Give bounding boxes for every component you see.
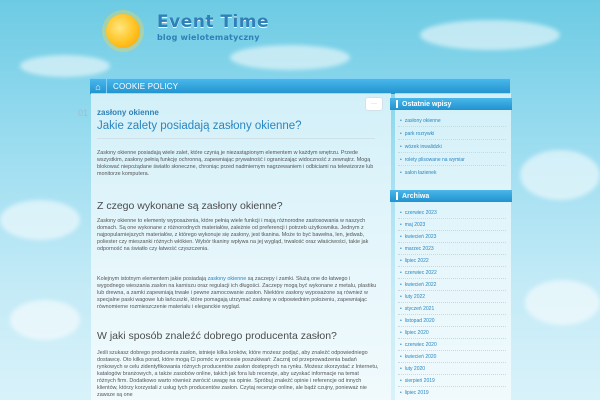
archive-link[interactable] [400, 246, 506, 252]
home-icon[interactable]: ⌂ [90, 79, 107, 94]
main-navigation [90, 78, 510, 94]
archive-label[interactable]: styczeń 2021 [404, 306, 435, 312]
list-separator [398, 139, 506, 140]
bullet-icon: • [400, 157, 402, 163]
archive-label[interactable]: sierpień 2019 [404, 378, 435, 384]
bullet-icon: • [400, 210, 402, 216]
archive-link[interactable] [400, 390, 506, 396]
archive-label[interactable]: kwiecień 2020 [404, 354, 437, 360]
list-separator [398, 266, 506, 267]
paragraph-text: Kolejnym istotnym elementem jakie posiadają [97, 276, 208, 282]
archive-link[interactable] [400, 330, 506, 336]
site-title[interactable]: Event Time [157, 12, 270, 32]
list-separator [398, 242, 506, 243]
inline-link[interactable]: zasłony okienne [207, 276, 247, 282]
bullet-icon: • [400, 222, 402, 228]
post-heading: W jaki sposób znaleźć dobrego producenta zasłon? [97, 330, 337, 342]
archive-label[interactable]: lipiec 2020 [404, 330, 429, 336]
list-separator [398, 338, 506, 339]
cloud [20, 55, 110, 77]
bullet-icon: • [400, 330, 402, 336]
recent-post-link[interactable] [400, 170, 506, 176]
recent-post-link[interactable] [400, 131, 506, 137]
bullet-icon: • [400, 390, 402, 396]
archive-link[interactable] [400, 342, 506, 348]
site-tagline: blog wielotematyczny [157, 33, 260, 42]
title-divider [97, 138, 375, 139]
archive-label[interactable]: luty 2020 [404, 366, 426, 372]
post-paragraph: Jeśli szukasz dobrego producenta zasłon, istnieje kilka kroków, które możesz podjąć, aby znaleźć odpowiedniego dostawcę. Oto kilka porad, które mogą Ci pomóc w procesie poszukiwań: Zacznij od przeprowadzenia badań rynkowych w celu zidentyfikowania różnych producentów zasłon dostępnych na rynku. Możesz skorzystać z Internetu, katalogów branżowych, a także zasobów online, takich jak fora lub recenzje, aby uzyskać informacje na temat różnych firm. Dodatkowo warto również zwrócić uwagę na opinie. Spróbuj znaleźć opinie i referencje od innych klientów, którzy korzystali z usług tych producentów zasłon. Czytaj recenzje online, ale bądź czujny, ponieważ nie zawsze są one [97, 350, 379, 398]
archive-label[interactable]: listopad 2020 [404, 318, 435, 324]
archive-link[interactable] [400, 378, 506, 384]
archive-label[interactable]: czerwiec 2022 [404, 270, 437, 276]
widget-archive-header [390, 190, 512, 202]
paragraph-text: są zaczepy i zamki. Służą one do łatwego i wygodnego wieszania zasłon na karniszu oraz regulacji ich długości. Zaczepy mogą być wykonane z metalu, plastiku lub drewna, a zamki zapewniają trwałe i pewne zamocowanie zasłon. Niektóre zasłony wyposażone są również w specjalne paski wagowe lub łańcuszki, które pomagają utrzymać zasłonę w odpowiednim położeniu, zapewniając równomierne rozmieszczenie materiału i eleganckie wygląd. [97, 276, 377, 310]
archive-label[interactable]: kwiecień 2023 [404, 234, 437, 240]
archive-label[interactable]: czerwiec 2023 [404, 210, 437, 216]
list-separator [398, 374, 506, 375]
post-paragraph: Zasłony okienne posiadają wiele zalet, które czynią je niezastąpionym elementem w każdym wnętrzu. Przede wszystkim, zasłony pełnią funkcję ochronną, zapewniając prywatność i ograniczając widoczność z zewnątrz. Mogą blokować niepożądane światło słoneczne, chroniąc przed nadmiernym nagrzewaniem i odbiciami na telewizorze lub monitorze komputera. [97, 150, 374, 177]
widget-title: Ostatnie wpisy [402, 100, 452, 108]
post-number: 01 [78, 108, 89, 118]
bullet-icon: • [400, 282, 402, 288]
bullet-icon: • [400, 131, 402, 137]
list-separator [398, 218, 506, 219]
bullet-icon: • [400, 306, 402, 312]
list-separator [398, 290, 506, 291]
archive-link[interactable] [400, 270, 506, 276]
recent-post-label[interactable]: rolety plisowane na wymiar [404, 157, 465, 163]
bullet-icon: • [400, 294, 402, 300]
bullet-icon: • [400, 170, 402, 176]
archive-link[interactable] [400, 234, 506, 240]
list-separator [398, 314, 506, 315]
archive-label[interactable]: czerwiec 2020 [404, 342, 437, 348]
list-separator [398, 230, 506, 231]
widget-bar-icon [396, 100, 398, 108]
post-paragraph: Zasłony okienne to elementy wyposażenia, które pełnią wiele funkcji i mają różnorodne zastosowania w naszych domach. Są one wykonane z różnorodnych materiałów, zależnie od preferencji i potrzeb użytkownika. Jednym z najpopularniejszych materiałów, z którego wykonuje się zasłony, jest tkanina. Może to być bawełna, len, jedwab, poliester czy mieszanki różnych włókien. Wybór tkaniny wpływa na jej wygląd, trwałość oraz właściwości, takie jak odporność na światło czy łatwość czyszczenia. [97, 218, 369, 252]
post-paragraph [97, 276, 379, 311]
archive-link[interactable] [400, 366, 506, 372]
bullet-icon: • [400, 258, 402, 264]
archive-label[interactable]: kwiecień 2022 [404, 282, 437, 288]
archive-link[interactable] [400, 318, 506, 324]
list-separator [398, 254, 506, 255]
bullet-icon: • [400, 234, 402, 240]
recent-post-label[interactable]: zasłony okienne [404, 118, 441, 124]
recent-post-label[interactable]: wózek inwalidzki [404, 144, 442, 150]
cloud [520, 150, 600, 200]
bullet-icon: • [400, 378, 402, 384]
bullet-icon: • [400, 366, 402, 372]
recent-post-label[interactable]: salon łazienek [404, 170, 437, 176]
archive-link[interactable] [400, 282, 506, 288]
archive-link[interactable] [400, 258, 506, 264]
archive-link[interactable] [400, 294, 506, 300]
recent-post-link[interactable] [400, 118, 506, 124]
archive-label[interactable]: lipiec 2022 [404, 258, 429, 264]
cloud [525, 280, 600, 325]
bullet-icon: • [400, 118, 402, 124]
bullet-icon: • [400, 246, 402, 252]
archive-link[interactable] [400, 306, 506, 312]
list-separator [398, 386, 506, 387]
recent-post-link[interactable] [400, 157, 506, 163]
list-separator [398, 152, 506, 153]
archive-label[interactable]: lipiec 2019 [404, 390, 429, 396]
archive-label[interactable]: marzec 2023 [404, 246, 434, 252]
bullet-icon: • [400, 144, 402, 150]
widget-recent-posts-header [390, 98, 512, 110]
list-separator [398, 302, 506, 303]
list-separator [398, 165, 506, 166]
recent-post-link[interactable] [400, 144, 506, 150]
recent-post-label[interactable]: park rozrywki [404, 131, 435, 137]
list-separator [398, 326, 506, 327]
bullet-icon: • [400, 318, 402, 324]
bullet-icon: • [400, 270, 402, 276]
post-category-link[interactable]: zasłony okienne [97, 108, 159, 117]
cloud [10, 300, 80, 340]
widget-title: Archiwa [402, 192, 430, 200]
list-separator [398, 362, 506, 363]
sun-logo-icon [106, 14, 140, 48]
comment-bubble-icon[interactable]: ··· [365, 97, 383, 111]
post-title[interactable]: Jakie zalety posiadają zasłony okienne? [97, 120, 302, 132]
bullet-icon: • [400, 342, 402, 348]
post-heading: Z czego wykonane są zasłony okienne? [97, 200, 283, 212]
archive-link[interactable] [400, 354, 506, 360]
cloud [0, 200, 80, 240]
list-separator [398, 126, 506, 127]
archive-label[interactable]: luty 2022 [404, 294, 426, 300]
cloud [230, 45, 350, 70]
bullet-icon: • [400, 354, 402, 360]
archive-label[interactable]: maj 2023 [404, 222, 426, 228]
list-separator [398, 350, 506, 351]
cloud [420, 20, 560, 50]
archive-link[interactable] [400, 222, 506, 228]
nav-item-cookie-policy[interactable]: COOKIE POLICY [113, 82, 179, 91]
archive-link[interactable] [400, 210, 506, 216]
list-separator [398, 278, 506, 279]
widget-bar-icon [396, 192, 398, 200]
